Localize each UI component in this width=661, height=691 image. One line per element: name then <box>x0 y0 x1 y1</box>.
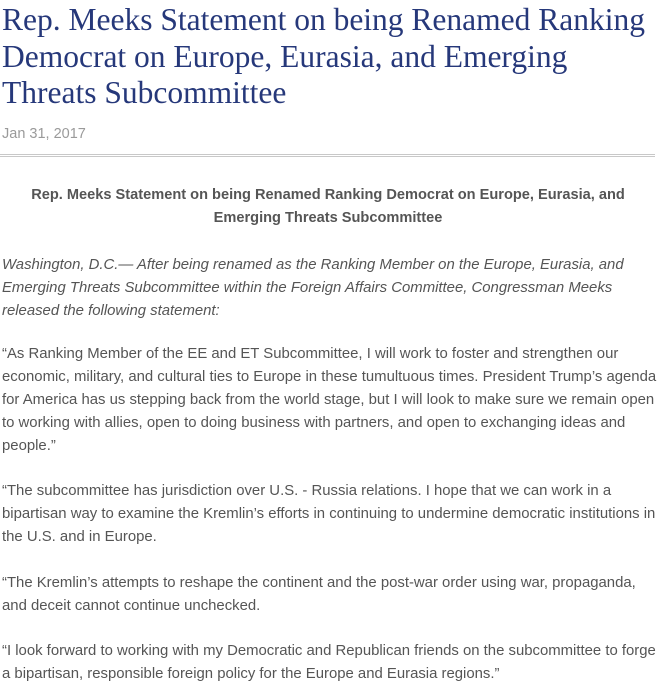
statement-paragraph: “I look forward to working with my Democratic and Republican friends on the subcommittee to forge a bipartisan, responsible foreign policy for the Europe and Eurasia regions.” <box>2 643 656 682</box>
statement-paragraph: “The subcommittee has jurisdiction over U.S. - Russia relations. I hope that we can work in a bipartisan way to examine the Kremlin’s efforts in continuing to undermine democratic institutions in the U.S. and in Europe. <box>2 483 656 545</box>
page-title: Rep. Meeks Statement on being Renamed Ranking Democrat on Europe, Eurasia, and Emerging Threats Subcommittee <box>2 2 645 110</box>
statement-subheading: Rep. Meeks Statement on being Renamed Ranking Democrat on Europe, Eurasia, and Emerging Threats Subcommittee <box>31 187 625 226</box>
statement-paragraph: “The Kremlin’s attempts to reshape the continent and the post-war order using war, propaganda, and deceit cannot continue unchecked. <box>2 575 636 614</box>
dateline-paragraph: Washington, D.C.— After being renamed as the Ranking Member on the Europe, Eurasia, and Emerging Threats Subcommittee within the Foreign Affairs Committee, Congressman Meeks released the following statement: <box>2 257 624 319</box>
title-divider <box>0 154 655 157</box>
publish-date: Jan 31, 2017 <box>2 126 86 142</box>
statement-paragraph: “As Ranking Member of the EE and ET Subcommittee, I will work to foster and strengthen our economic, military, and cultural ties to Europe in these tumultuous times. President Trump’s agenda for America has us stepping back from the world stage, but I will look to make sure we remain open to working with allies, open to doing business with partners, and open to exchanging ideas and people.” <box>2 346 657 454</box>
